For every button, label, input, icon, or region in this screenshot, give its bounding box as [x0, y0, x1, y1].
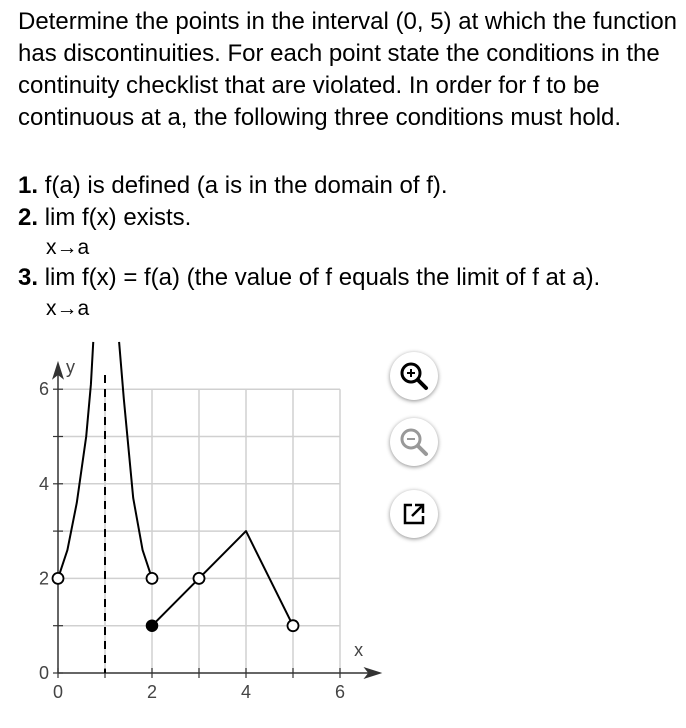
closed-point [147, 620, 158, 631]
condition-1-number: 1. [18, 172, 39, 199]
y-tick-label: 2 [38, 568, 49, 589]
x-tick-label: 2 [146, 682, 158, 702]
external-link-icon [400, 500, 428, 528]
curve-left-branch [58, 342, 93, 579]
condition-2-text: lim f(x) exists. [44, 204, 192, 231]
open-point [53, 573, 64, 584]
open-new-window-button[interactable] [390, 490, 438, 538]
condition-3-subscript: x→a [46, 297, 90, 320]
x-tick-label: 6 [334, 682, 346, 702]
y-tick-label: 0 [38, 663, 49, 683]
open-point [194, 573, 205, 584]
open-point [147, 573, 158, 584]
axes [52, 361, 382, 679]
x-axis-label: x [354, 640, 364, 660]
y-axis-label: y [66, 357, 75, 378]
y-tick-label: 6 [38, 379, 49, 400]
zoom-in-icon [398, 360, 430, 392]
problem-statement [18, 6, 678, 134]
function-graph[interactable] [0, 340, 400, 720]
condition-3-text: lim f(x) = f(a) (the value of f equals the limit of f at a). [44, 264, 601, 291]
condition-3-number: 3. [18, 264, 39, 291]
condition-1-text: f(a) is defined (a is in the domain of f). [44, 172, 448, 199]
y-tick-label: 4 [38, 473, 49, 494]
condition-2-number: 2. [18, 204, 39, 231]
grid-lines [58, 389, 340, 673]
zoom-in-button[interactable] [390, 352, 438, 400]
x-tick-label: 4 [240, 682, 252, 702]
ticks [39, 379, 345, 702]
zoom-out-button[interactable] [390, 418, 438, 466]
curve-right-branch [119, 342, 152, 579]
condition-2-subscript: x→a [46, 236, 90, 259]
x-tick-label: 0 [52, 682, 64, 702]
condition-3 [18, 262, 600, 294]
open-point [288, 620, 299, 631]
zoom-out-icon [398, 426, 430, 458]
problem-text: Determine the points in the interval (0, 5) at which the function has discontinuities. For each point state the conditions in the continuity checklist that are violated. In order for f to be continuous at a, the following three conditions must hold. [18, 8, 678, 131]
condition-2 [18, 202, 191, 234]
condition-1 [18, 170, 448, 202]
